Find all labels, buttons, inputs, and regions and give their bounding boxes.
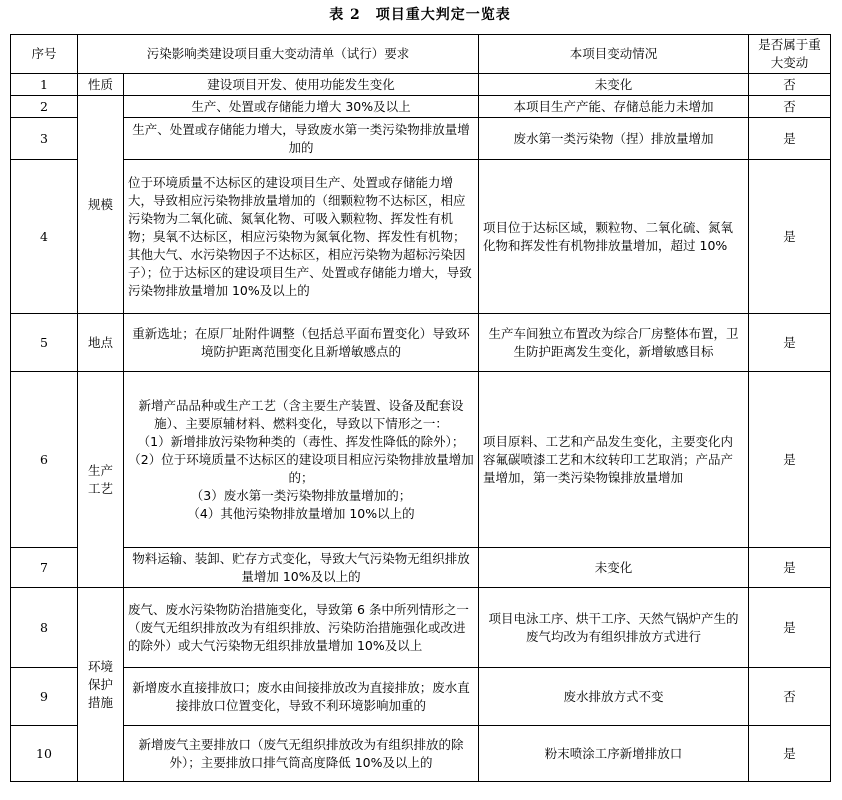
- major-change-table: [10, 34, 831, 782]
- situation-cell: 项目位于达标区域，颗粒物、二氧化硫、氮氧化物和挥发性有机物排放量增加，超过 10%: [479, 160, 749, 314]
- table-row: [11, 668, 831, 726]
- situation-cell: 本项目生产产能、存储总能力未增加: [479, 96, 749, 118]
- table-row: [11, 74, 831, 96]
- major-cell: 否: [749, 74, 831, 96]
- header-requirement: 污染影响类建设项目重大变动清单（试行）要求: [78, 35, 479, 74]
- row-number: 9: [11, 668, 78, 726]
- row-number: 10: [11, 726, 78, 782]
- category-location: 地点: [78, 314, 124, 372]
- situation-cell: 未变化: [479, 74, 749, 96]
- requirement-cell: 废气、废水污染物防治措施变化，导致第 6 条中所列情形之一（废气无组织排放改为有组织排放、污染防治措施强化或改进的除外）或大气污染物无组织排放量增加 10%及以上: [124, 588, 479, 668]
- major-cell: 是: [749, 372, 831, 548]
- requirement-line: 新增产品品种或生产工艺（含主要生产装置、设备及配套设施）、主要原辅材料、燃料变化，导致以下情形之一：: [138, 397, 464, 431]
- row-number: 1: [11, 74, 78, 96]
- table-row: [11, 372, 831, 548]
- row-number: 3: [11, 118, 78, 160]
- major-cell: 是: [749, 548, 831, 588]
- requirement-line: （3）废水第一类污染物排放量增加的；: [190, 487, 412, 503]
- row-number: 8: [11, 588, 78, 668]
- table-row: [11, 118, 831, 160]
- situation-cell: 项目电泳工序、烘干工序、天然气锅炉产生的废气均改为有组织排放方式进行: [479, 588, 749, 668]
- situation-cell: 废水第一类污染物（捏）排放量增加: [479, 118, 749, 160]
- situation-cell: 项目原料、工艺和产品发生变化，主要变化内容氟碳喷漆工艺和木纹转印工艺取消；产品产量增加，第一类污染物镍排放量增加: [479, 372, 749, 548]
- situation-cell: 粉末喷涂工序新增排放口: [479, 726, 749, 782]
- table-row: [11, 726, 831, 782]
- row-number: 7: [11, 548, 78, 588]
- major-cell: 否: [749, 96, 831, 118]
- table-header-row: [11, 35, 831, 74]
- row-number: 6: [11, 372, 78, 548]
- row-number: 4: [11, 160, 78, 314]
- table-row: [11, 548, 831, 588]
- table-row: [11, 96, 831, 118]
- table-row: [11, 588, 831, 668]
- requirement-cell: 重新选址；在原厂址附件调整（包括总平面布置变化）导致环境防护距离范围变化且新增敏感点的: [124, 314, 479, 372]
- table-row: [11, 160, 831, 314]
- category-scale: 规模: [78, 96, 124, 314]
- major-cell: 是: [749, 726, 831, 782]
- requirement-line: （1）新增排放污染物种类的（毒性、挥发性降低的除外）；: [137, 433, 465, 449]
- requirement-cell: 位于环境质量不达标区的建设项目生产、处置或存储能力增大，导致相应污染物排放量增加的（细颗粒物不达标区，相应污染物为二氧化硫、氮氧化物、可吸入颗粒物、挥发性有机物；臭氧不达标区，相应污染物为氮氧化物、挥发性有机物；其他大气、水污染物因子不达标区，相应污染物为超标污染因子）；位于达标区的建设项目生产、处置或存储能力增大，导致污染物排放量增加 10%及以上的: [124, 160, 479, 314]
- category-nature: 性质: [78, 74, 124, 96]
- requirement-cell: 生产、处置或存储能力增大，导致废水第一类污染物排放量增加的: [124, 118, 479, 160]
- header-no: 序号: [11, 35, 78, 74]
- major-cell: 是: [749, 588, 831, 668]
- situation-cell: 生产车间独立布置改为综合厂房整体布置，卫生防护距离发生变化，新增敏感目标: [479, 314, 749, 372]
- requirement-cell: [124, 372, 479, 548]
- situation-cell: 废水排放方式不变: [479, 668, 749, 726]
- table-row: [11, 314, 831, 372]
- requirement-cell: 建设项目开发、使用功能发生变化: [124, 74, 479, 96]
- major-cell: 是: [749, 160, 831, 314]
- major-cell: 是: [749, 314, 831, 372]
- requirement-line: （4）其他污染物排放量增加 10%以上的: [187, 505, 415, 521]
- row-number: 5: [11, 314, 78, 372]
- row-number: 2: [11, 96, 78, 118]
- requirement-cell: 生产、处置或存储能力增大 30%及以上: [124, 96, 479, 118]
- header-major: 是否属于重大变动: [749, 35, 831, 74]
- major-cell: 否: [749, 668, 831, 726]
- category-process: 生产工艺: [78, 372, 124, 588]
- header-situation: 本项目变动情况: [479, 35, 749, 74]
- category-env: 环境保护措施: [78, 588, 124, 782]
- table-caption: 表 2 项目重大判定一览表: [329, 7, 511, 23]
- requirement-line: （2）位于环境质量不达标区的建设项目相应污染物排放量增加的；: [128, 451, 474, 485]
- requirement-cell: 新增废水直接排放口；废水由间接排放改为直接排放；废水直接排放口位置变化，导致不利环境影响加重的: [124, 668, 479, 726]
- requirement-cell: 新增废气主要排放口（废气无组织排放改为有组织排放的除外）；主要排放口排气筒高度降低 10%及以上的: [124, 726, 479, 782]
- situation-cell: 未变化: [479, 548, 749, 588]
- requirement-cell: 物料运输、装卸、贮存方式变化，导致大气污染物无组织排放量增加 10%及以上的: [124, 548, 479, 588]
- major-cell: 是: [749, 118, 831, 160]
